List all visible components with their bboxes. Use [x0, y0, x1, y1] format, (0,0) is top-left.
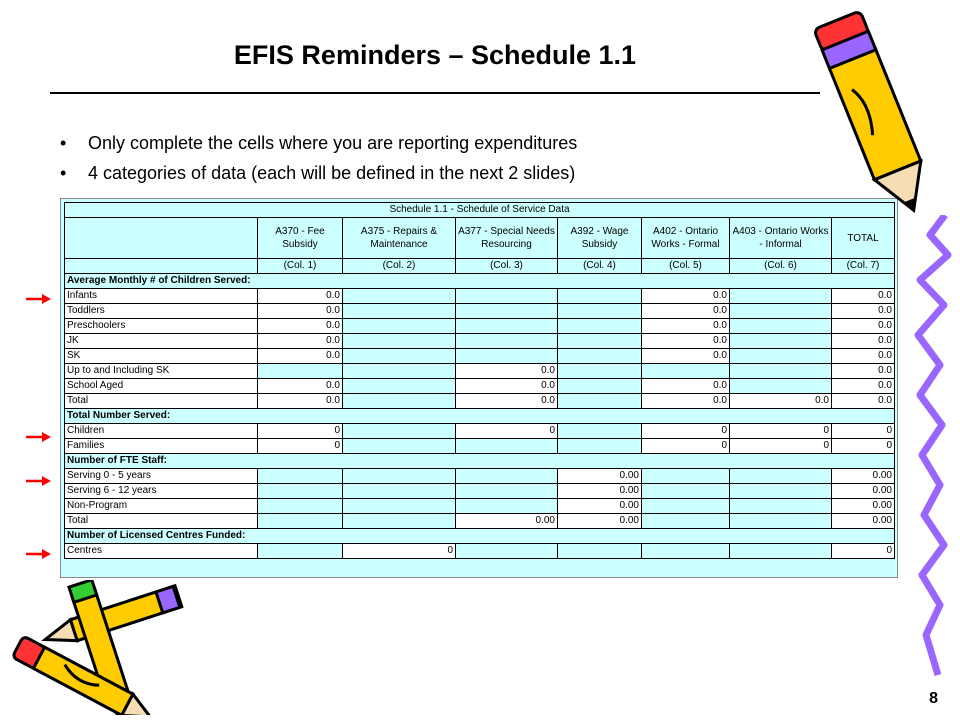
data-cell — [558, 394, 642, 409]
table-row — [65, 484, 895, 499]
bullet-item — [60, 160, 577, 190]
data-cell: 0.0 — [832, 334, 895, 349]
column-header: A375 - Repairs & Maintenance — [343, 218, 456, 259]
data-cell: 0 — [456, 424, 558, 439]
data-cell — [642, 514, 730, 529]
bullet-text: 4 categories of data (each will be defined in the next 2 slides) — [88, 163, 576, 183]
data-cell: 0 — [343, 544, 456, 559]
data-cell: 0.00 — [456, 514, 558, 529]
row-label: Children — [65, 424, 258, 439]
row-label: Centres — [65, 544, 258, 559]
table-row — [65, 319, 895, 334]
data-cell: 0.0 — [642, 394, 730, 409]
data-cell — [456, 469, 558, 484]
column-header: A402 - Ontario Works - Formal — [642, 218, 730, 259]
data-cell — [343, 289, 456, 304]
column-header: TOTAL — [832, 218, 895, 259]
data-cell: 0.0 — [832, 349, 895, 364]
data-cell — [558, 319, 642, 334]
section-title: Average Monthly # of Children Served: — [65, 274, 895, 289]
data-cell — [730, 289, 832, 304]
data-cell: 0 — [730, 424, 832, 439]
data-cell — [730, 484, 832, 499]
data-cell: 0 — [832, 424, 895, 439]
data-cell — [730, 364, 832, 379]
row-label: Total — [65, 394, 258, 409]
data-cell: 0.00 — [558, 499, 642, 514]
row-label: Preschoolers — [65, 319, 258, 334]
data-cell — [642, 499, 730, 514]
row-label: Non-Program — [65, 499, 258, 514]
data-cell: 0.0 — [456, 379, 558, 394]
data-cell — [730, 349, 832, 364]
column-header: A392 - Wage Subsidy — [558, 218, 642, 259]
data-cell — [558, 364, 642, 379]
data-cell: 0.00 — [558, 484, 642, 499]
table-title: Schedule 1.1 - Schedule of Service Data — [65, 203, 895, 218]
table-row — [65, 394, 895, 409]
data-cell — [730, 514, 832, 529]
pencil-icon — [805, 2, 950, 227]
section-header-row — [65, 454, 895, 469]
data-cell — [558, 424, 642, 439]
table-row — [65, 304, 895, 319]
data-cell: 0 — [642, 439, 730, 454]
table-row — [65, 544, 895, 559]
column-header: A403 - Ontario Works - Informal — [730, 218, 832, 259]
column-header: A377 - Special Needs Resourcing — [456, 218, 558, 259]
data-cell — [456, 334, 558, 349]
data-cell — [558, 544, 642, 559]
section-header-row — [65, 274, 895, 289]
squiggle-decoration-icon — [900, 215, 960, 685]
row-label: Total — [65, 514, 258, 529]
row-label: Families — [65, 439, 258, 454]
data-cell — [642, 364, 730, 379]
data-cell: 0.0 — [832, 364, 895, 379]
data-cell — [558, 379, 642, 394]
data-cell — [730, 499, 832, 514]
column-number: (Col. 6) — [730, 259, 832, 274]
data-cell — [730, 334, 832, 349]
column-number: (Col. 1) — [258, 259, 343, 274]
column-number: (Col. 4) — [558, 259, 642, 274]
row-label: JK — [65, 334, 258, 349]
table-row — [65, 439, 895, 454]
row-label: Up to and Including SK — [65, 364, 258, 379]
data-cell — [456, 349, 558, 364]
section-header-row — [65, 529, 895, 544]
data-cell: 0.0 — [258, 379, 343, 394]
data-cell: 0.0 — [642, 349, 730, 364]
table-row — [65, 514, 895, 529]
row-label: Serving 0 - 5 years — [65, 469, 258, 484]
data-cell: 0.00 — [558, 469, 642, 484]
data-cell — [343, 439, 456, 454]
data-cell: 0.0 — [832, 394, 895, 409]
data-cell — [558, 289, 642, 304]
schedule-spreadsheet — [60, 198, 898, 578]
data-cell: 0 — [832, 544, 895, 559]
column-header-row — [65, 218, 895, 259]
data-cell: 0.0 — [258, 319, 343, 334]
data-cell — [642, 544, 730, 559]
data-cell — [456, 484, 558, 499]
section-title: Total Number Served: — [65, 409, 895, 424]
data-cell: 0 — [642, 424, 730, 439]
data-cell: 0 — [258, 424, 343, 439]
table-row — [65, 289, 895, 304]
data-cell: 0.0 — [832, 289, 895, 304]
data-cell: 0.0 — [642, 304, 730, 319]
slide-title: EFIS Reminders – Schedule 1.1 — [233, 40, 637, 70]
crossed-pencils-icon — [2, 580, 192, 715]
data-cell — [642, 484, 730, 499]
data-cell — [258, 544, 343, 559]
data-cell — [343, 379, 456, 394]
data-cell — [558, 439, 642, 454]
data-cell — [456, 304, 558, 319]
bullet-list — [60, 130, 577, 190]
row-label: Toddlers — [65, 304, 258, 319]
data-cell — [456, 439, 558, 454]
data-cell: 0.0 — [456, 394, 558, 409]
data-cell: 0.0 — [642, 334, 730, 349]
data-cell: 0.00 — [832, 499, 895, 514]
row-label: Serving 6 - 12 years — [65, 484, 258, 499]
bullet-marker: • — [60, 133, 67, 153]
data-cell — [343, 514, 456, 529]
data-cell — [343, 349, 456, 364]
data-cell: 0.00 — [558, 514, 642, 529]
red-arrow-icon — [26, 475, 52, 487]
row-label: School Aged — [65, 379, 258, 394]
data-cell: 0.0 — [258, 304, 343, 319]
row-label: SK — [65, 349, 258, 364]
bullet-item — [60, 130, 577, 160]
colno-blank-cell — [65, 259, 258, 274]
data-cell — [730, 469, 832, 484]
data-cell — [343, 334, 456, 349]
data-cell — [558, 334, 642, 349]
data-cell: 0.00 — [832, 484, 895, 499]
column-number: (Col. 3) — [456, 259, 558, 274]
data-cell: 0 — [832, 439, 895, 454]
section-title: Number of FTE Staff: — [65, 454, 895, 469]
table-row — [65, 334, 895, 349]
column-header: A370 - Fee Subsidy — [258, 218, 343, 259]
data-cell — [558, 349, 642, 364]
data-cell: 0.0 — [258, 349, 343, 364]
section-header-row — [65, 409, 895, 424]
data-cell — [456, 544, 558, 559]
data-cell — [258, 469, 343, 484]
column-number: (Col. 5) — [642, 259, 730, 274]
data-cell — [258, 499, 343, 514]
data-cell — [343, 364, 456, 379]
data-cell — [456, 289, 558, 304]
data-cell — [730, 544, 832, 559]
bullet-text: Only complete the cells where you are reporting expenditures — [88, 133, 578, 153]
data-cell: 0.0 — [642, 319, 730, 334]
header-blank-cell — [65, 218, 258, 259]
column-number-row — [65, 259, 895, 274]
data-cell: 0.0 — [832, 379, 895, 394]
data-cell: 0.0 — [258, 334, 343, 349]
data-cell: 0.0 — [456, 364, 558, 379]
title-underline — [50, 92, 820, 94]
data-cell — [730, 379, 832, 394]
data-cell — [456, 499, 558, 514]
data-cell: 0 — [258, 439, 343, 454]
red-arrow-icon — [26, 293, 52, 305]
data-cell — [730, 319, 832, 334]
data-cell: 0.00 — [832, 469, 895, 484]
data-cell — [456, 319, 558, 334]
data-cell — [258, 514, 343, 529]
data-cell — [343, 424, 456, 439]
data-cell — [343, 319, 456, 334]
data-cell: 0.0 — [730, 394, 832, 409]
table-title-row — [65, 203, 895, 218]
data-cell: 0.0 — [642, 289, 730, 304]
table-row — [65, 349, 895, 364]
table-row — [65, 364, 895, 379]
data-cell: 0 — [730, 439, 832, 454]
column-number: (Col. 2) — [343, 259, 456, 274]
data-cell — [258, 484, 343, 499]
data-cell: 0.0 — [832, 304, 895, 319]
red-arrow-icon — [26, 431, 52, 443]
data-cell: 0.0 — [832, 319, 895, 334]
data-cell — [730, 304, 832, 319]
data-cell: 0.0 — [258, 394, 343, 409]
data-cell — [343, 394, 456, 409]
data-cell — [258, 364, 343, 379]
page-number: 8 — [929, 690, 938, 707]
data-cell — [343, 484, 456, 499]
data-cell — [642, 469, 730, 484]
data-cell — [343, 304, 456, 319]
table-row — [65, 499, 895, 514]
table-row — [65, 424, 895, 439]
section-title: Number of Licensed Centres Funded: — [65, 529, 895, 544]
data-cell: 0.0 — [258, 289, 343, 304]
schedule-table — [64, 202, 895, 559]
bullet-marker: • — [60, 163, 67, 183]
data-cell: 0.00 — [832, 514, 895, 529]
red-arrow-icon — [26, 548, 52, 560]
table-row — [65, 469, 895, 484]
row-label: Infants — [65, 289, 258, 304]
data-cell — [343, 469, 456, 484]
data-cell — [558, 304, 642, 319]
data-cell: 0.0 — [642, 379, 730, 394]
data-cell — [343, 499, 456, 514]
column-number: (Col. 7) — [832, 259, 895, 274]
table-row — [65, 379, 895, 394]
